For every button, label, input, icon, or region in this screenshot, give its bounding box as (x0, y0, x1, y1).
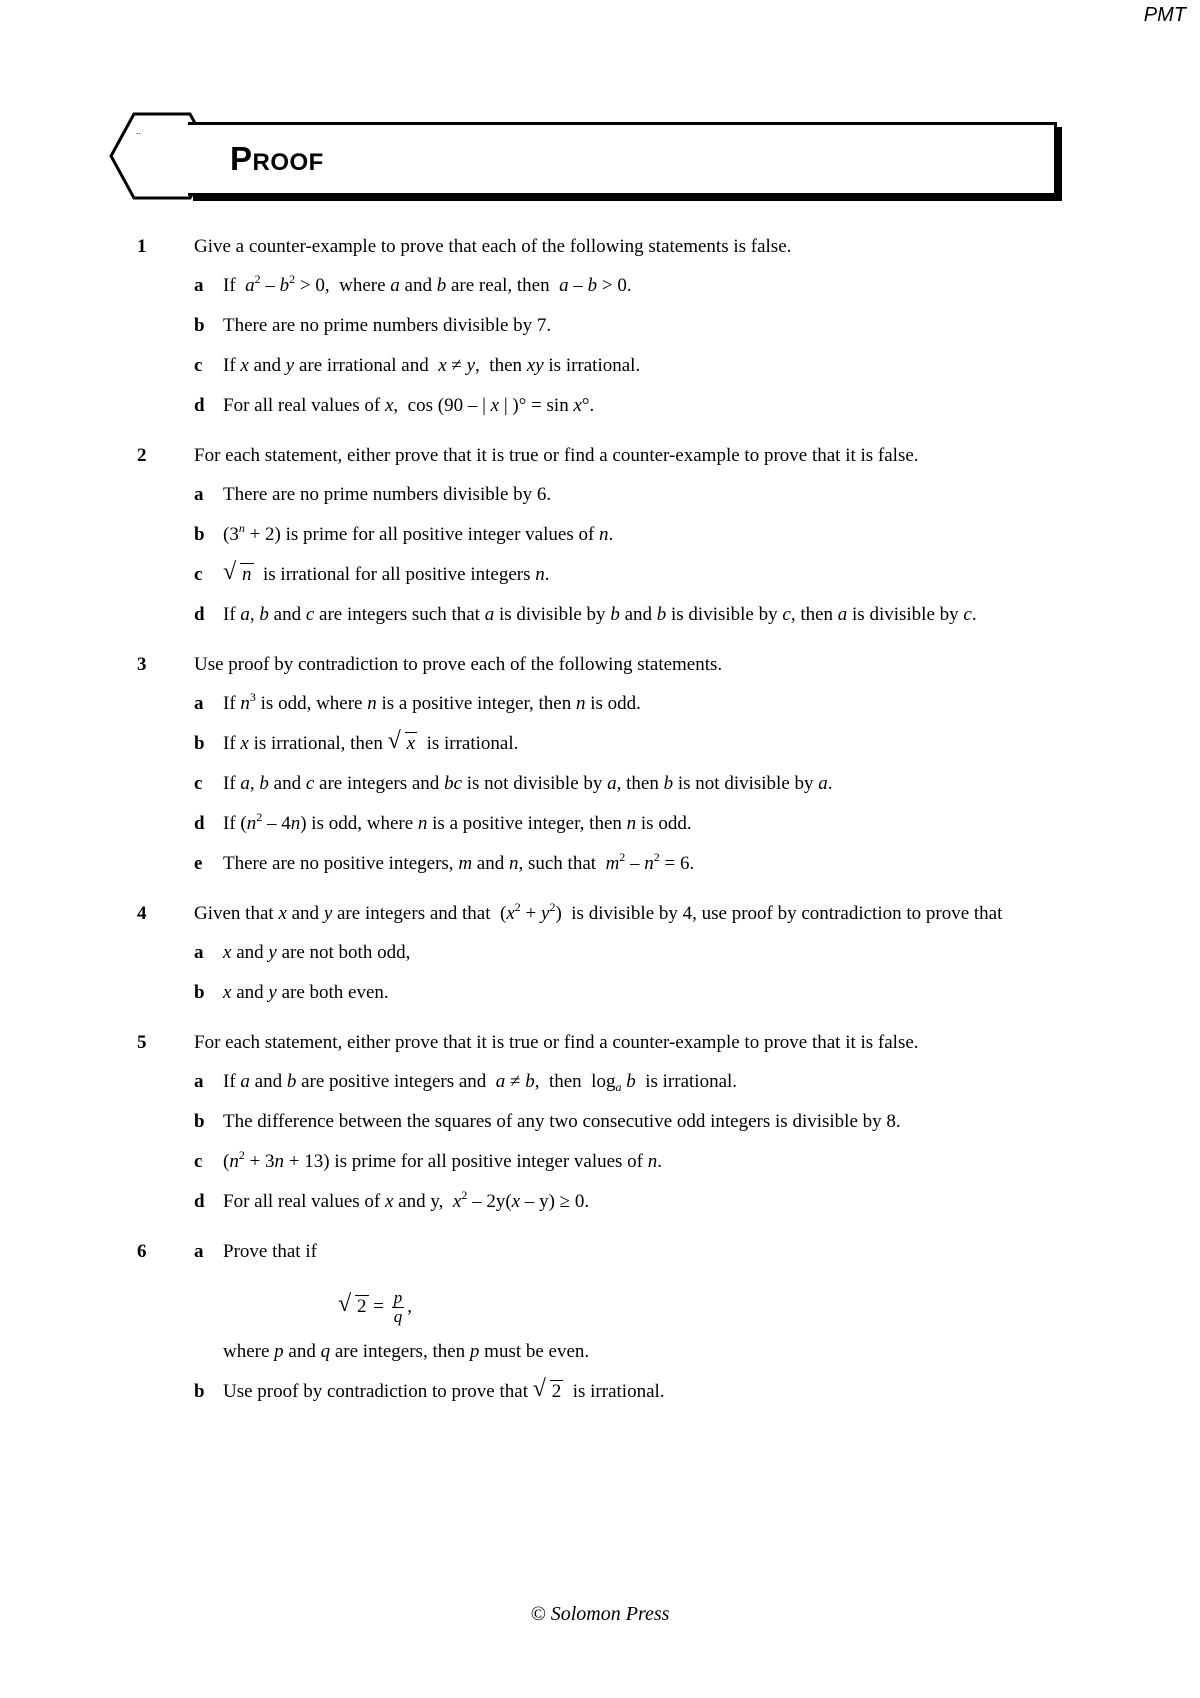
part-label: a (194, 942, 204, 963)
part-text: Prove that if (223, 1241, 317, 1262)
question-number: 3 (137, 654, 147, 675)
part-text: If x is irrational, then √ x is irrational. (223, 733, 518, 754)
square-root-symbol: √ 2 (533, 1379, 564, 1405)
part-text: For all real values of x and y, $x^2 - 2y(x - y) \ge 0$. (223, 1188, 590, 1212)
part-label: b (194, 524, 205, 545)
part-label: e (194, 853, 203, 874)
part-label: d (194, 395, 205, 416)
question-part (194, 940, 1060, 966)
question-number: 4 (137, 903, 147, 924)
question-part (194, 851, 1060, 877)
part-label: a (194, 484, 204, 505)
part-label: b (194, 982, 205, 1003)
square-root-symbol: √ 2 (338, 1294, 369, 1320)
square-root-symbol: √ x (388, 731, 417, 757)
question-list (0, 234, 1200, 1429)
question-part (194, 602, 1060, 628)
page-title: PROOF (230, 140, 324, 177)
question-part (194, 1149, 1060, 1175)
question-part (194, 771, 1060, 797)
svg-text:..: .. (136, 126, 142, 136)
question-part (194, 980, 1060, 1006)
part-label: b (194, 733, 205, 754)
question-part (194, 811, 1060, 837)
question-number: 5 (137, 1032, 147, 1053)
part-label: c (194, 773, 203, 794)
question-4 (0, 901, 1200, 1006)
question-part (194, 1109, 1060, 1135)
fraction: $\frac{p}{q}$ (393, 1288, 403, 1326)
square-root-symbol: √ n (223, 562, 254, 588)
question-text: For each statement, either prove that it is true or find a counter-example to prove that it is false. (194, 445, 919, 466)
part-text: If a and b are positive integers and a ≠ b, then $\log_a b$ is irrational. (223, 1071, 738, 1094)
part-text: x and y are both even. (223, 982, 389, 1003)
question-part (194, 522, 1060, 548)
question-text: Give a counter-example to prove that each of the following statements is false. (194, 236, 792, 257)
question-part (194, 353, 1060, 379)
part-text: If $(n^2 - 4n)$ is odd, where n is a positive integer, then n is odd. (223, 810, 692, 834)
part-label: a (194, 693, 204, 714)
part-text: Use proof by contradiction to prove that √ 2 is irrational. (223, 1381, 665, 1402)
part-label: a (194, 275, 204, 296)
part-label: a (194, 1241, 204, 1262)
question-6 (0, 1239, 1200, 1405)
part-label: d (194, 1191, 205, 1212)
footer-copyright: © Solomon Press (530, 1603, 670, 1625)
part-text: $(n^2 + 3n + 13)$ is prime for all positive integer values of n. (223, 1148, 663, 1172)
part-label: a (194, 1071, 204, 1092)
question-1 (0, 234, 1200, 419)
question-2 (0, 443, 1200, 628)
question-part (194, 482, 1060, 508)
part-text: The difference between the squares of any two consecutive odd integers is divisible by 8. (223, 1111, 901, 1132)
question-text: Given that x and y are integers and that $(x^2 + y^2)$ is divisible by 4, use proof by contradiction to prove that (194, 900, 1003, 924)
part-text: x and y are not both odd, (223, 942, 411, 963)
part-label: c (194, 564, 203, 585)
part-label: b (194, 1111, 205, 1132)
part-text: There are no positive integers, m and n, such that $m^2 - n^2 = 6$. (223, 850, 695, 874)
part-text: $(3^n + 2)$ is prime for all positive integer values of n. (223, 521, 614, 545)
question-3 (0, 652, 1200, 877)
part-text: If a, b and c are integers such that a is divisible by b and b is divisible by c, then a is divisible by c. (223, 604, 977, 625)
question-5 (0, 1030, 1200, 1215)
part-text: If a, b and c are integers and bc is not divisible by a, then b is not divisible by a. (223, 773, 833, 794)
part-label: b (194, 315, 205, 336)
question-part (194, 313, 1060, 339)
part-text: If $n^3$ is odd, where n is a positive integer, then n is odd. (223, 690, 641, 714)
question-number: 1 (137, 236, 147, 257)
question-number: 2 (137, 445, 147, 466)
part-text: √ n is irrational for all positive integers n. (223, 564, 550, 585)
part-text: If x and y are irrational and x ≠ y, then xy is irrational. (223, 355, 641, 376)
question-part (194, 562, 1060, 588)
part-text: For all real values of x, cos (90 – | x | )° = sin x°. (223, 395, 595, 416)
question-part (194, 393, 1060, 419)
part-text: If $a^2 - b^2 > 0$, where a and b are real, then a – b > 0. (223, 272, 632, 296)
question-part (194, 1239, 1060, 1265)
part-label: c (194, 355, 203, 376)
question-part (194, 731, 1060, 757)
question-part (194, 691, 1060, 717)
question-part (194, 1189, 1060, 1215)
part-text: There are no prime numbers divisible by 6. (223, 484, 552, 505)
question-number: 6 (137, 1241, 147, 1262)
part-label: c (194, 1151, 203, 1172)
part-label: d (194, 604, 205, 625)
question-part (194, 273, 1060, 299)
part-label: b (194, 1381, 205, 1402)
question-part (194, 1379, 1060, 1405)
question-text: Use proof by contradiction to prove each of the following statements. (194, 654, 723, 675)
part-continuation: where p and q are integers, then p must be even. (223, 1341, 590, 1362)
part-text: There are no prime numbers divisible by 7. (223, 315, 552, 336)
question-part (194, 1069, 1060, 1095)
part-label: d (194, 813, 205, 834)
corner-mark: PMT (1143, 4, 1186, 26)
display-equation: √ 2 = $\frac{p}{q}$ , (338, 1279, 1200, 1339)
question-text: For each statement, either prove that it is true or find a counter-example to prove that it is false. (194, 1032, 919, 1053)
